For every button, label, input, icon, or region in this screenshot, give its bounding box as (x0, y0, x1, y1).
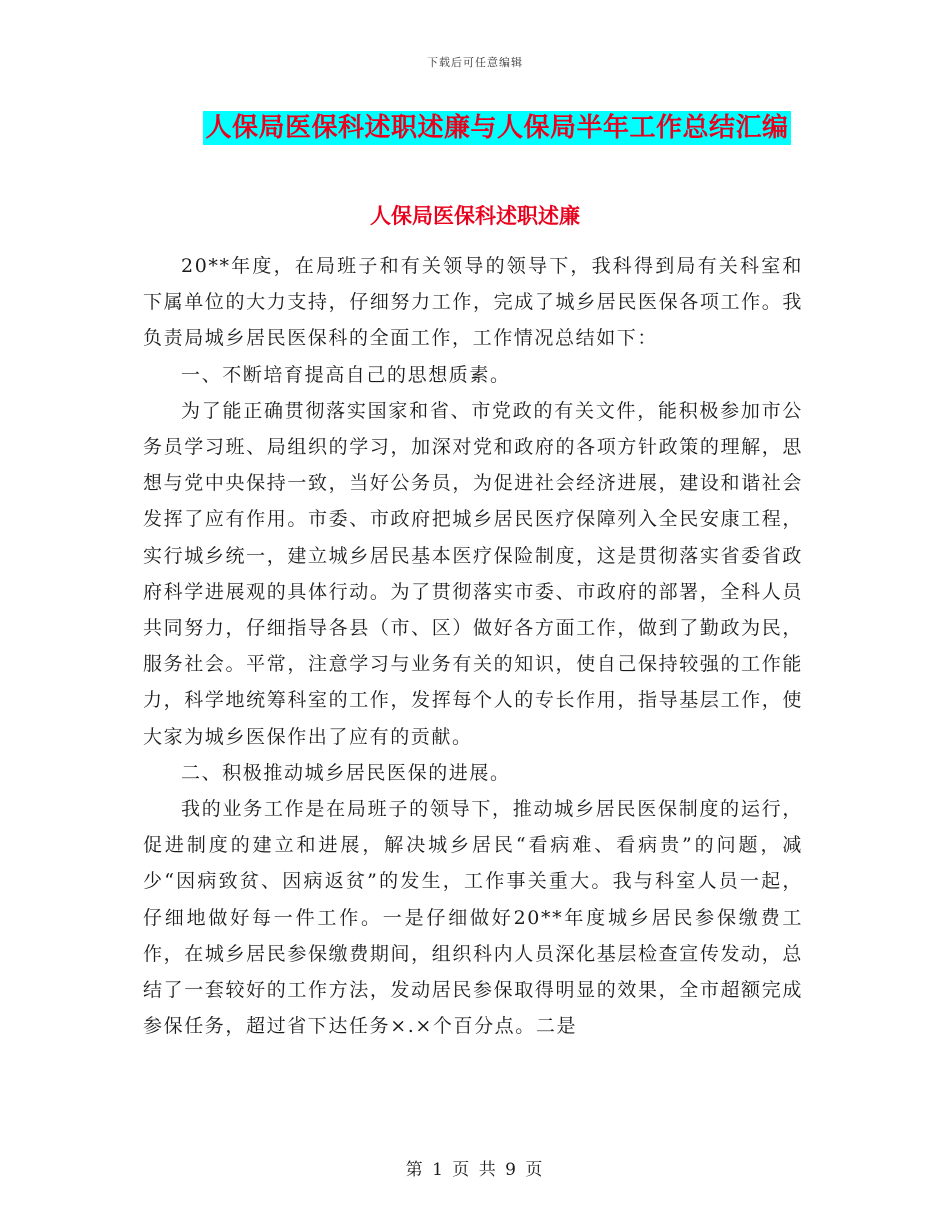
paragraph-body-1: 为了能正确贯彻落实国家和省、市党政的有关文件，能积极参加市公务员学习班、局组织的学习，加深对党和政府的各项方针政策的理解，思想与党中央保持一致，当好公务员，为促进社会经济进展，建设和谐社会发挥了应有作用。市委、市政府把城乡居民医疗保障列入全民安康工程，实行城乡统一，建立城乡居民基本医疗保险制度，这是贯彻落实省委省政府科学进展观的具体行动。为了贯彻落实市委、市政府的部署，全科人员共同努力，仔细指导各县（市、区）做好各方面工作，做到了勤政为民，服务社会。平常，注意学习与业务有关的知识，使自己保持较强的工作能力，科学地统筹科室的工作，发挥每个人的专长作用，指导基层工作，使大家为城乡医保作出了应有的贡献。 (143, 399, 803, 748)
document-body (143, 248, 803, 1044)
document-main-title: 人保局医保科述职述廉与人保局半年工作总结汇编 (205, 113, 789, 143)
paragraph-heading-2: 二、积极推动城乡居民医保的进展。 (181, 761, 511, 784)
page-footer: 第 1 页 共 9 页 (405, 1160, 545, 1180)
paragraph-heading-1: 一、不断培育提高自己的思想质素。 (181, 363, 511, 386)
header-note: 下载后可任意编辑 (427, 56, 523, 69)
section-title: 人保局医保科述职述廉 (370, 204, 580, 228)
main-title-container (0, 111, 950, 145)
paragraph-body-2: 我的业务工作是在局班子的领导下，推动城乡居民医保制度的运行，促进制度的建立和进展，解决城乡居民“看病难、看病贵”的问题，减少“因病致贫、因病返贫”的发生，工作事关重大。我与科室人员一起，仔细地做好每一件工作。一是仔细做好20**年度城乡居民参保缴费工作，在城乡居民参保缴费期间，组织科内人员深化基层检查宣传发动，总结了一套较好的工作方法，发动居民参保取得明显的效果，全市超额完成参保任务，超过省下达任务×.×个百分点。二是 (143, 798, 803, 1038)
paragraph-intro: 20**年度，在局班子和有关领导的领导下，我科得到局有关科室和下属单位的大力支持，仔细努力工作，完成了城乡居民医保各项工作。我负责局城乡居民医保科的全面工作，工作情况总结如下： (143, 255, 803, 350)
